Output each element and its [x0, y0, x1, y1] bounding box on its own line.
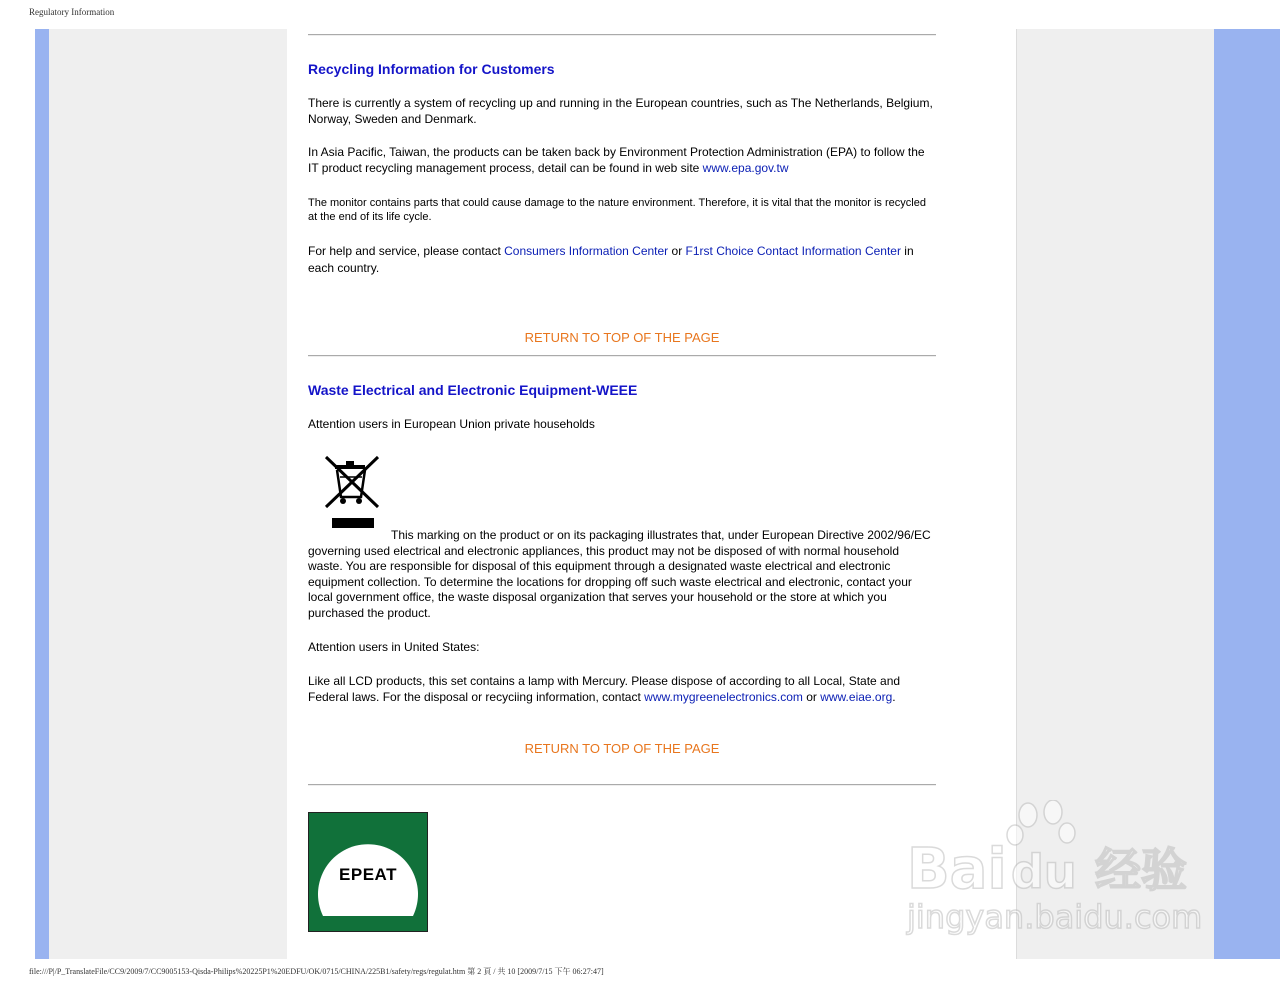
return-to-top-link-1[interactable]: RETURN TO TOP OF THE PAGE	[524, 330, 720, 345]
watermark-bai: Bai	[907, 837, 1007, 902]
attention-eu-text: Attention users in European Union private households	[308, 417, 595, 431]
help-text-post: in each country.	[308, 244, 914, 275]
help-text-pre: For help and service, please contact	[308, 244, 505, 258]
us-text-post: .	[892, 690, 896, 704]
recycling-paragraph-europe: There is currently a system of recycling up and running in the European countries, such as The Netherlands, Belgium, Norway, Sweden and Denmark.	[308, 96, 933, 126]
divider-middle	[308, 355, 936, 357]
taiwan-text: In Asia Pacific, Taiwan, the products can be taken back by Environment Protection Administration (EPA) to follow the IT product recycling management process, detail can be found in web site	[308, 145, 925, 175]
watermark-url: jingyan.baidu.com	[907, 898, 1203, 936]
divider-bottom	[308, 784, 936, 786]
recycling-paragraph-environment: The monitor contains parts that could cause damage to the nature environment. Therefore, it is vital that the monitor is recycled at the end of its life cycle.	[308, 197, 926, 223]
left-grey-panel	[49, 29, 287, 959]
us-lcd-paragraph	[308, 673, 933, 705]
right-blue-strip	[1214, 29, 1280, 959]
watermark-du: du	[1011, 845, 1077, 899]
epa-link[interactable]: www.epa.gov.tw	[702, 160, 789, 175]
epeat-logo	[308, 812, 428, 932]
first-choice-contact-link[interactable]: F1rst Choice Contact Information Center	[685, 244, 901, 258]
epeat-logo-text: EPEAT	[339, 865, 397, 884]
recycling-heading: Recycling Information for Customers	[308, 61, 555, 77]
page-footer-path: file:///P|/P_TranslateFile/CC9/2009/7/CC9005153-Qisda-Philips%20225P1%20EDFU/OK/0715/CHINA/225B1/safety/regs/regulat.htm 第 2 頁 / 共 10 [2009/7/15 下午 06:27:47]	[29, 967, 604, 976]
return-to-top-link-2[interactable]: RETURN TO TOP OF THE PAGE	[524, 741, 720, 756]
attention-us-text: Attention users in United States:	[308, 640, 480, 654]
mygreenelectronics-link[interactable]: www.mygreenelectronics.com	[644, 690, 803, 704]
us-text-or: or	[802, 690, 821, 704]
left-blue-strip	[35, 29, 49, 959]
weee-heading: Waste Electrical and Electronic Equipment-WEEE	[308, 382, 638, 398]
watermark-jingyan-cn: 经验	[1095, 843, 1187, 897]
recycling-paragraph-taiwan	[308, 145, 933, 176]
divider-top	[308, 34, 936, 36]
weee-marking-paragraph: This marking on the product or on its packaging illustrates that, under European Directive 2002/96/EC governing used electrical and electronic appliances, this product may not be disposed of with normal household waste. You are responsible for disposal of this equipment through a designated waste electrical and electronic equipment collection. To determine the locations for dropping off such waste electrical and electronic, contact your local government office, the waste disposal organization that serves your household or the store at which you purchased the product.	[308, 528, 931, 620]
baidu-jingyan-watermark	[905, 800, 1210, 940]
eiae-link[interactable]: www.eiae.org	[820, 690, 893, 704]
recycling-paragraph-help	[308, 243, 933, 277]
crossed-out-wheelie-bin-icon	[322, 455, 384, 531]
page-header-title: Regulatory Information	[29, 7, 115, 17]
help-text-or: or	[668, 244, 686, 258]
consumers-info-center-link[interactable]: Consumers Information Center	[504, 244, 669, 258]
us-text-pre: Like all LCD products, this set contains a lamp with Mercury. Please dispose of according to all Local, State and Federal laws. For the disposal or recyciing information, contact	[308, 674, 901, 704]
